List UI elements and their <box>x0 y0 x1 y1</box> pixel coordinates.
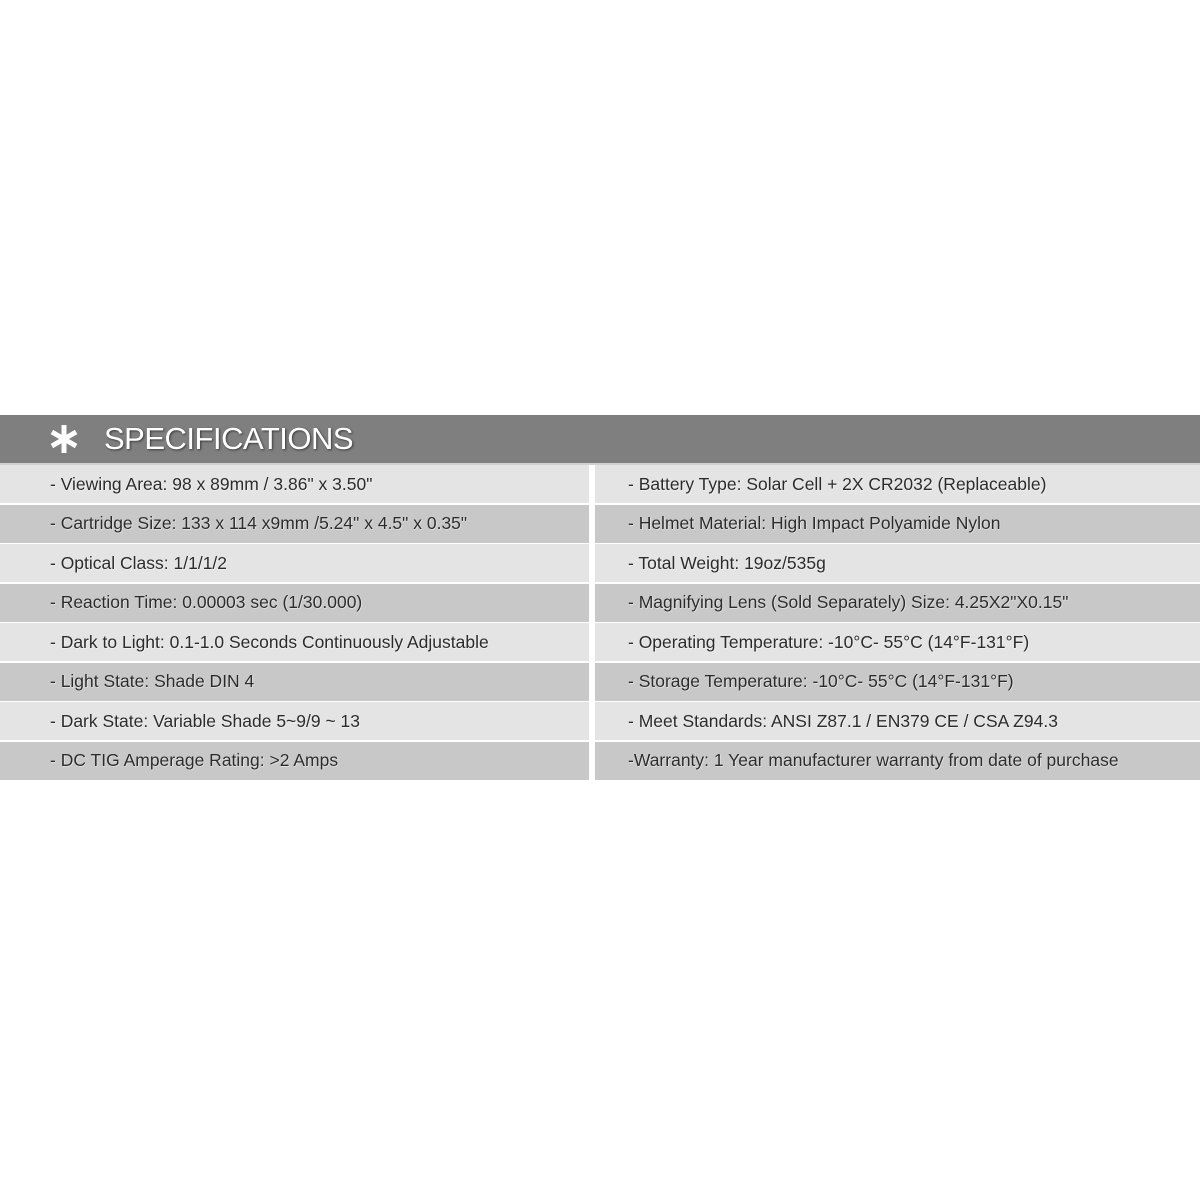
spec-row: - Storage Temperature: -10°C- 55°C (14°F-131°F) <box>595 663 1200 701</box>
page-title: SPECIFICATIONS <box>104 421 354 456</box>
spec-row: - Optical Class: 1/1/1/2 <box>0 544 589 582</box>
spec-row: - Reaction Time: 0.00003 sec (1/30.000) <box>0 584 589 622</box>
spec-column-right <box>595 465 1200 781</box>
asterisk-icon <box>48 423 80 455</box>
specifications-header <box>0 415 1200 465</box>
spec-row: - Operating Temperature: -10°C- 55°C (14°F-131°F) <box>595 623 1200 661</box>
spec-row: - Battery Type: Solar Cell + 2X CR2032 (Replaceable) <box>595 465 1200 503</box>
spec-row: - Helmet Material: High Impact Polyamide Nylon <box>595 505 1200 543</box>
specifications-panel <box>0 415 1200 781</box>
spec-row: - Magnifying Lens (Sold Separately) Size: 4.25X2"X0.15" <box>595 584 1200 622</box>
spec-row: -Warranty: 1 Year manufacturer warranty from date of purchase <box>595 742 1200 780</box>
spec-row: - Cartridge Size: 133 x 114 x9mm /5.24" x 4.5" x 0.35" <box>0 505 589 543</box>
spec-column-left <box>0 465 589 781</box>
spec-row: - Meet Standards: ANSI Z87.1 / EN379 CE / CSA Z94.3 <box>595 702 1200 740</box>
spec-row: - Dark to Light: 0.1-1.0 Seconds Continuously Adjustable <box>0 623 589 661</box>
spec-row: - DC TIG Amperage Rating: >2 Amps <box>0 742 589 780</box>
spec-row: - Total Weight: 19oz/535g <box>595 544 1200 582</box>
spec-row: - Viewing Area: 98 x 89mm / 3.86" x 3.50" <box>0 465 589 503</box>
spec-row: - Light State: Shade DIN 4 <box>0 663 589 701</box>
spec-table <box>0 465 1200 781</box>
spec-row: - Dark State: Variable Shade 5~9/9 ~ 13 <box>0 702 589 740</box>
